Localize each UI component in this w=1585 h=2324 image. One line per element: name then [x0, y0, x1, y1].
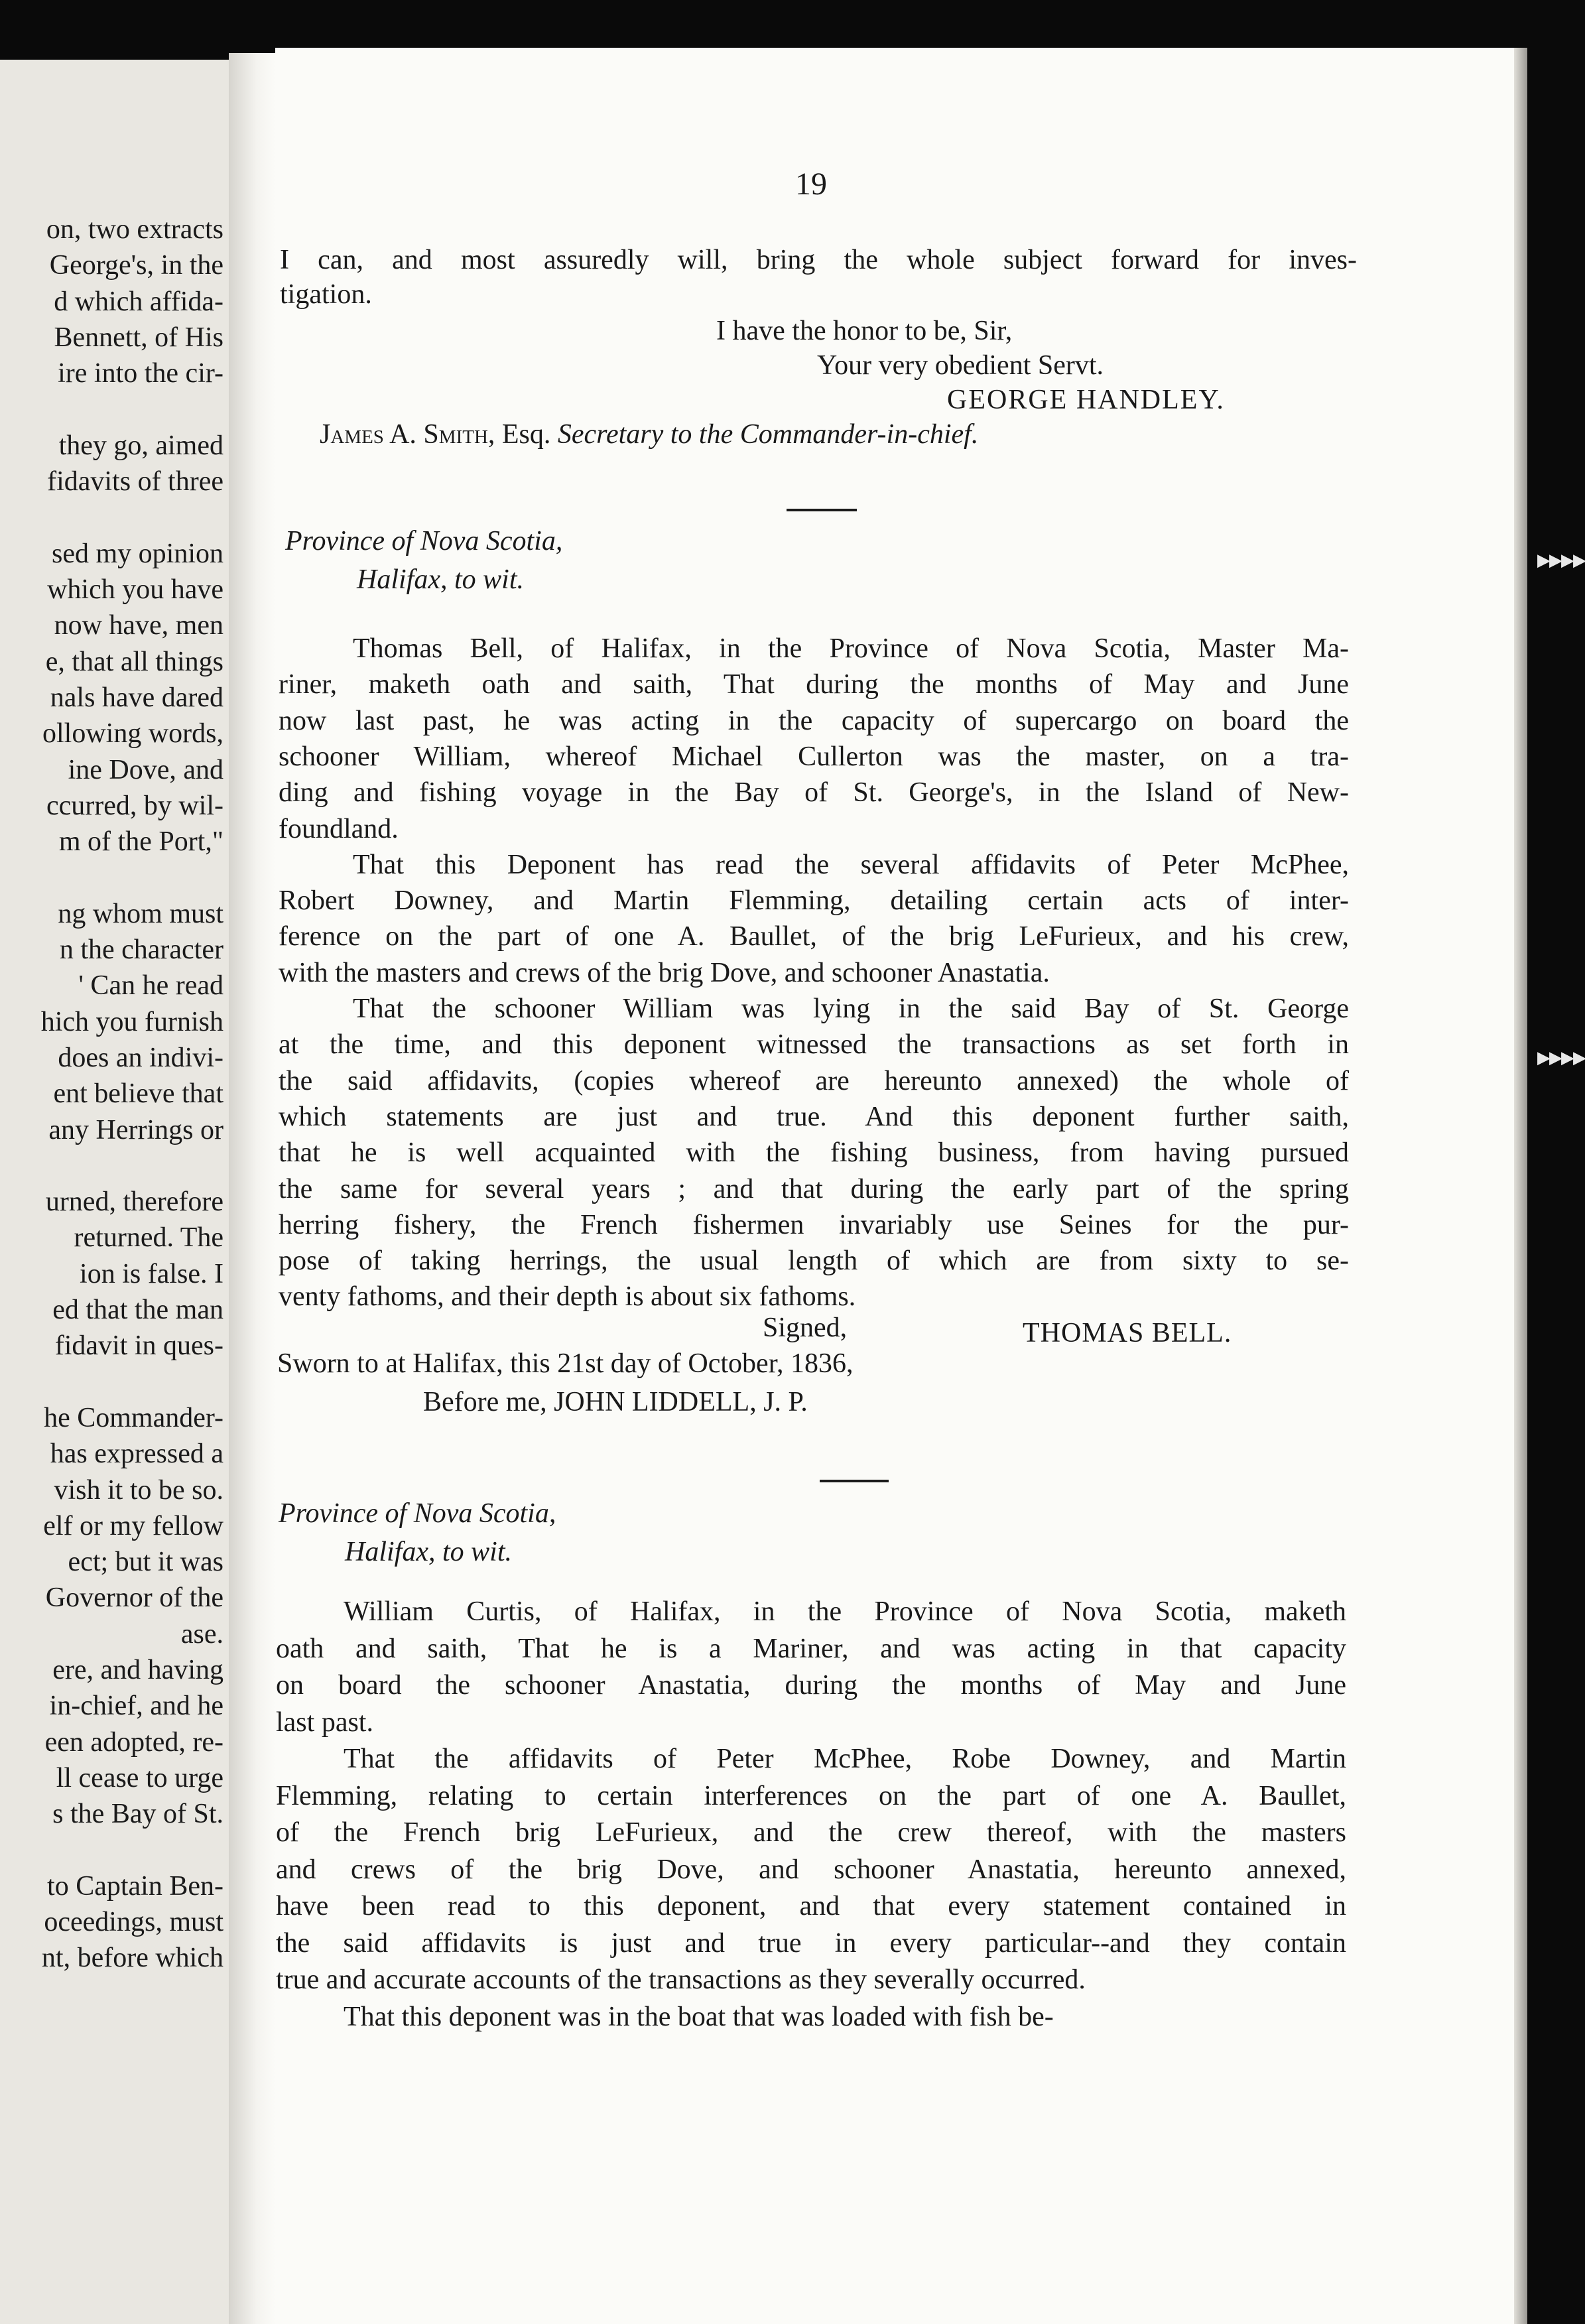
facing-page [0, 60, 229, 2324]
affidavit-line: schooner William, whereof Michael Cullerton was the master, on a tra- [279, 742, 1349, 772]
facing-page-line: has expressed a [50, 1439, 223, 1469]
facing-page-line: Bennett, of His [54, 322, 223, 353]
affidavit-line: ding and fishing voyage in the Bay of St. George's, in the Island of New- [279, 777, 1349, 808]
before-line: Before me, JOHN LIDDELL, J. P. [423, 1387, 808, 1417]
affidavit-line: foundland. [279, 814, 399, 844]
letter-signature: GEORGE HANDLEY. [947, 385, 1225, 415]
facing-page-line: ll cease to urge [56, 1763, 223, 1793]
section-rule [787, 509, 857, 511]
affidavit-line: true and accurate accounts of the transactions as they severally occurred. [276, 1965, 1086, 1995]
facing-page-line: in-chief, and he [49, 1691, 223, 1721]
facing-page-line: he Commander- [44, 1403, 223, 1433]
facing-page-line: George's, in the [49, 250, 223, 281]
facing-page-line: ng whom must [58, 899, 223, 929]
affidavit-line: ference on the part of one A. Baullet, of the brig LeFurieux, and his crew, [279, 921, 1349, 952]
facing-page-line: any Herrings or [48, 1115, 223, 1145]
affidavit-line: Flemming, relating to certain interferences on the part of one A. Baullet, [276, 1781, 1346, 1811]
facing-page-line: fidavit in ques- [54, 1330, 223, 1361]
facing-page-line: m of the Port," [58, 826, 223, 857]
affidavit-line: the said affidavits, (copies whereof are hereunto annexed) the whole of [279, 1066, 1349, 1096]
letter-closing: Your very obedient Servt. [817, 350, 1104, 381]
sworn-line: Sworn to at Halifax, this 21st day of October, 1836, [277, 1348, 854, 1379]
addressee-title: Secretary to the Commander-in-chief. [557, 419, 979, 450]
venue-line: Halifax, to wit. [357, 564, 524, 595]
affidavit-line: at the time, and this deponent witnessed the transactions as set forth in [279, 1029, 1349, 1060]
facing-page-line: they go, aimed [58, 430, 223, 461]
affidavit-line: venty fathoms, and their depth is about six fathoms. [279, 1281, 856, 1312]
facing-page-line: e, that all things [45, 647, 223, 677]
letter-line: I can, and most assuredly will, bring the whole subject forward for inves- [280, 245, 1357, 275]
signed-name: THOMAS BELL. [1023, 1318, 1232, 1348]
affidavit-line: Robert Downey, and Martin Flemming, detailing certain acts of inter- [279, 885, 1349, 916]
facing-page-line: now have, men [54, 610, 223, 641]
page-number: 19 [795, 166, 827, 202]
affidavit-line: pose of taking herrings, the usual length of which are from sixty to se- [279, 1246, 1349, 1276]
affidavit-line: That this Deponent has read the several affidavits of Peter McPhee, [353, 850, 1349, 880]
facing-page-line: elf or my fellow [43, 1511, 223, 1541]
affidavit-line: That the schooner William was lying in the said Bay of St. George [353, 994, 1349, 1024]
affidavit-line: last past. [276, 1707, 373, 1738]
facing-page-line: ed that the man [52, 1295, 223, 1325]
affidavit-line: riner, maketh oath and saith, That during the months of May and June [279, 669, 1349, 700]
venue-line: Province of Nova Scotia, [285, 526, 563, 556]
facing-page-line: n the character [59, 935, 223, 965]
facing-page-line: ollowing words, [42, 718, 223, 749]
addressee-esq: , Esq. [487, 419, 551, 450]
letter-closing: I have the honor to be, Sir, [716, 316, 1013, 346]
affidavit-line: and crews of the brig Dove, and schooner Anastatia, hereunto annexed, [276, 1854, 1346, 1885]
affidavit-line: William Curtis, of Halifax, in the Province of Nova Scotia, maketh [344, 1596, 1346, 1627]
facing-page-line: on, two extracts [46, 214, 223, 245]
addressee-name: James A. Smith [320, 419, 488, 450]
page-gutter [229, 53, 275, 2324]
facing-page-line: Governor of the [45, 1582, 223, 1613]
facing-page-line: ase. [180, 1619, 223, 1649]
facing-page-line: nals have dared [50, 682, 223, 713]
section-rule [820, 1480, 889, 1482]
page-edge-marks: ▶▶▶▶ [1537, 1048, 1585, 1067]
affidavit-line: That this deponent was in the boat that was loaded with fish be- [344, 2002, 1054, 2032]
affidavit-line: the same for several years ; and that during the early part of the spring [279, 1174, 1349, 1204]
facing-page-line: ccurred, by wil- [46, 791, 223, 821]
affidavit-line: with the masters and crews of the brig Dove, and schooner Anastatia. [279, 958, 1050, 988]
facing-page-line: fidavits of three [47, 466, 223, 497]
facing-page-line: oceedings, must [44, 1907, 223, 1937]
affidavit-line: have been read to this deponent, and that every statement contained in [276, 1891, 1346, 1921]
affidavit-line: on board the schooner Anastatia, during the months of May and June [276, 1670, 1346, 1701]
affidavit-line: now last past, he was acting in the capacity of supercargo on board the [279, 706, 1349, 736]
facing-page-line: does an indivi- [58, 1043, 223, 1073]
facing-page-line: d which affida- [54, 287, 223, 317]
affidavit-line: Thomas Bell, of Halifax, in the Province of Nova Scotia, Master Ma- [353, 633, 1349, 664]
facing-page-line: which you have [47, 574, 223, 605]
letter-addressee [320, 417, 978, 452]
affidavit-line: That the affidavits of Peter McPhee, Robe Downey, and Martin [344, 1744, 1346, 1774]
facing-page-line: ire into the cir- [58, 358, 223, 389]
affidavit-line: of the French brig LeFurieux, and the crew thereof, with the masters [276, 1817, 1346, 1848]
facing-page-line: hich you furnish [40, 1007, 223, 1037]
facing-page-line: ine Dove, and [68, 755, 223, 785]
venue-line: Halifax, to wit. [345, 1537, 512, 1567]
affidavit-line: that he is well acquainted with the fishing business, from having pursued [279, 1137, 1349, 1168]
affidavit-line: herring fishery, the French fishermen invariably use Seines for the pur- [279, 1210, 1349, 1240]
facing-page-line: een adopted, re- [44, 1727, 223, 1758]
affidavit-line: the said affidavits is just and true in every particular--and they contain [276, 1928, 1346, 1959]
affidavit-line: which statements are just and true. And this deponent further saith, [279, 1102, 1349, 1132]
signed-label: Signed, [763, 1313, 848, 1343]
facing-page-line: ion is false. I [80, 1259, 223, 1289]
facing-page-line: vish it to be so. [54, 1475, 223, 1506]
venue-line: Province of Nova Scotia, [279, 1498, 556, 1529]
facing-page-line: ect; but it was [68, 1547, 223, 1577]
facing-page-line: to Captain Ben- [47, 1871, 223, 1902]
page-edge [1514, 48, 1527, 2324]
facing-page-line: ' Can he read [78, 970, 223, 1001]
letter-line: tigation. [280, 279, 372, 310]
page-edge-marks: ▶▶▶▶ [1537, 550, 1585, 570]
facing-page-line: s the Bay of St. [52, 1799, 223, 1829]
facing-page-line: urned, therefore [45, 1187, 223, 1217]
facing-page-line: nt, before which [41, 1943, 223, 1973]
affidavit-line: oath and saith, That he is a Mariner, and was acting in that capacity [276, 1634, 1346, 1664]
facing-page-line: ent believe that [53, 1078, 223, 1109]
facing-page-line: returned. The [74, 1222, 223, 1253]
facing-page-line: ere, and having [52, 1655, 223, 1685]
facing-page-line: sed my opinion [52, 539, 223, 569]
